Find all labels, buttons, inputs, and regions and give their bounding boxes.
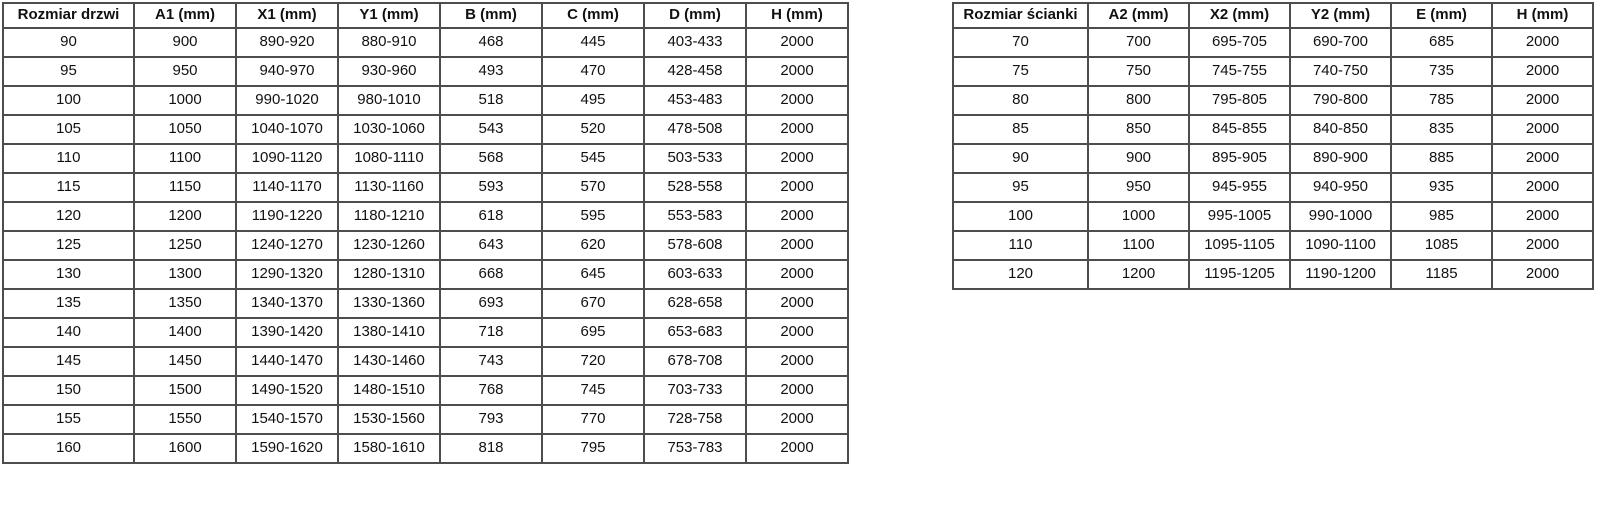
table-cell: 835 bbox=[1391, 115, 1492, 144]
table-cell: 1480-1510 bbox=[338, 376, 440, 405]
table-cell: 690-700 bbox=[1290, 28, 1391, 57]
table-row bbox=[3, 115, 848, 144]
column-header: E (mm) bbox=[1391, 3, 1492, 28]
table-row bbox=[3, 289, 848, 318]
table-cell: 145 bbox=[3, 347, 134, 376]
table-cell: 1050 bbox=[134, 115, 236, 144]
table-row bbox=[953, 173, 1593, 202]
table-cell: 695-705 bbox=[1189, 28, 1290, 57]
table-cell: 1185 bbox=[1391, 260, 1492, 289]
table-cell: 700 bbox=[1088, 28, 1189, 57]
table-cell: 1250 bbox=[134, 231, 236, 260]
table-row bbox=[953, 202, 1593, 231]
table-cell: 70 bbox=[953, 28, 1088, 57]
table-cell: 653-683 bbox=[644, 318, 746, 347]
table-cell: 568 bbox=[440, 144, 542, 173]
table-cell: 595 bbox=[542, 202, 644, 231]
table-cell: 2000 bbox=[1492, 115, 1593, 144]
table-cell: 1040-1070 bbox=[236, 115, 338, 144]
table-cell: 553-583 bbox=[644, 202, 746, 231]
table-cell: 1195-1205 bbox=[1189, 260, 1290, 289]
table-cell: 768 bbox=[440, 376, 542, 405]
table-cell: 80 bbox=[953, 86, 1088, 115]
table-cell: 90 bbox=[953, 144, 1088, 173]
table-cell: 985 bbox=[1391, 202, 1492, 231]
table-cell: 750 bbox=[1088, 57, 1189, 86]
table-cell: 753-783 bbox=[644, 434, 746, 463]
table-cell: 670 bbox=[542, 289, 644, 318]
table-cell: 1590-1620 bbox=[236, 434, 338, 463]
table-cell: 468 bbox=[440, 28, 542, 57]
table-cell: 643 bbox=[440, 231, 542, 260]
table-cell: 678-708 bbox=[644, 347, 746, 376]
table-row bbox=[3, 260, 848, 289]
table-cell: 743 bbox=[440, 347, 542, 376]
table-cell: 900 bbox=[1088, 144, 1189, 173]
table-cell: 2000 bbox=[746, 144, 848, 173]
column-header: D (mm) bbox=[644, 3, 746, 28]
table-cell: 1090-1120 bbox=[236, 144, 338, 173]
table-row bbox=[953, 260, 1593, 289]
table-cell: 2000 bbox=[746, 115, 848, 144]
table-cell: 728-758 bbox=[644, 405, 746, 434]
table-cell: 105 bbox=[3, 115, 134, 144]
table-cell: 990-1000 bbox=[1290, 202, 1391, 231]
table-row bbox=[3, 86, 848, 115]
table-cell: 940-970 bbox=[236, 57, 338, 86]
table-cell: 668 bbox=[440, 260, 542, 289]
table-cell: 900 bbox=[134, 28, 236, 57]
table-cell: 453-483 bbox=[644, 86, 746, 115]
header-row bbox=[3, 3, 848, 28]
table-cell: 790-800 bbox=[1290, 86, 1391, 115]
table-cell: 1500 bbox=[134, 376, 236, 405]
table-cell: 85 bbox=[953, 115, 1088, 144]
table-cell: 2000 bbox=[746, 434, 848, 463]
table-cell: 2000 bbox=[746, 57, 848, 86]
table-cell: 785 bbox=[1391, 86, 1492, 115]
table-cell: 593 bbox=[440, 173, 542, 202]
table-cell: 545 bbox=[542, 144, 644, 173]
table-cell: 518 bbox=[440, 86, 542, 115]
table-cell: 90 bbox=[3, 28, 134, 57]
table-cell: 2000 bbox=[1492, 260, 1593, 289]
table-cell: 1200 bbox=[1088, 260, 1189, 289]
table-cell: 2000 bbox=[746, 405, 848, 434]
table-cell: 940-950 bbox=[1290, 173, 1391, 202]
table-row bbox=[3, 173, 848, 202]
table-cell: 990-1020 bbox=[236, 86, 338, 115]
table-row bbox=[3, 28, 848, 57]
table-cell: 503-533 bbox=[644, 144, 746, 173]
column-header: H (mm) bbox=[746, 3, 848, 28]
table-cell: 1450 bbox=[134, 347, 236, 376]
table-cell: 140 bbox=[3, 318, 134, 347]
table-cell: 995-1005 bbox=[1189, 202, 1290, 231]
table-cell: 735 bbox=[1391, 57, 1492, 86]
table-cell: 470 bbox=[542, 57, 644, 86]
table-cell: 1580-1610 bbox=[338, 434, 440, 463]
table-cell: 1030-1060 bbox=[338, 115, 440, 144]
table-cell: 603-633 bbox=[644, 260, 746, 289]
table-cell: 543 bbox=[440, 115, 542, 144]
column-header: B (mm) bbox=[440, 3, 542, 28]
table-cell: 890-900 bbox=[1290, 144, 1391, 173]
table-row bbox=[953, 86, 1593, 115]
table-cell: 1290-1320 bbox=[236, 260, 338, 289]
column-header: C (mm) bbox=[542, 3, 644, 28]
column-header: Y1 (mm) bbox=[338, 3, 440, 28]
table-cell: 120 bbox=[953, 260, 1088, 289]
column-header: X2 (mm) bbox=[1189, 3, 1290, 28]
table-cell: 1540-1570 bbox=[236, 405, 338, 434]
door-size-table bbox=[2, 2, 849, 464]
table-cell: 703-733 bbox=[644, 376, 746, 405]
table-cell: 850 bbox=[1088, 115, 1189, 144]
table-cell: 2000 bbox=[746, 260, 848, 289]
table-cell: 1280-1310 bbox=[338, 260, 440, 289]
table-cell: 95 bbox=[3, 57, 134, 86]
column-header: Rozmiar ścianki bbox=[953, 3, 1088, 28]
table-cell: 2000 bbox=[746, 173, 848, 202]
table-cell: 1550 bbox=[134, 405, 236, 434]
column-header: Rozmiar drzwi bbox=[3, 3, 134, 28]
table-cell: 2000 bbox=[746, 86, 848, 115]
table-cell: 115 bbox=[3, 173, 134, 202]
table-cell: 890-920 bbox=[236, 28, 338, 57]
column-header: Y2 (mm) bbox=[1290, 3, 1391, 28]
table-cell: 1330-1360 bbox=[338, 289, 440, 318]
table-cell: 693 bbox=[440, 289, 542, 318]
table-cell: 1230-1260 bbox=[338, 231, 440, 260]
table-cell: 720 bbox=[542, 347, 644, 376]
table-cell: 818 bbox=[440, 434, 542, 463]
table-cell: 745 bbox=[542, 376, 644, 405]
table-cell: 718 bbox=[440, 318, 542, 347]
table-cell: 1530-1560 bbox=[338, 405, 440, 434]
column-header: X1 (mm) bbox=[236, 3, 338, 28]
table-cell: 1390-1420 bbox=[236, 318, 338, 347]
header-row bbox=[953, 3, 1593, 28]
table-cell: 478-508 bbox=[644, 115, 746, 144]
table-row bbox=[3, 318, 848, 347]
table-cell: 570 bbox=[542, 173, 644, 202]
table-cell: 95 bbox=[953, 173, 1088, 202]
table-cell: 2000 bbox=[1492, 28, 1593, 57]
table-cell: 155 bbox=[3, 405, 134, 434]
table-cell: 130 bbox=[3, 260, 134, 289]
table-cell: 1190-1220 bbox=[236, 202, 338, 231]
table-cell: 1080-1110 bbox=[338, 144, 440, 173]
table-cell: 1430-1460 bbox=[338, 347, 440, 376]
table-cell: 578-608 bbox=[644, 231, 746, 260]
table-cell: 1140-1170 bbox=[236, 173, 338, 202]
table-cell: 1200 bbox=[134, 202, 236, 231]
table-row bbox=[953, 231, 1593, 260]
table-cell: 2000 bbox=[1492, 202, 1593, 231]
table-cell: 895-905 bbox=[1189, 144, 1290, 173]
table-cell: 1000 bbox=[1088, 202, 1189, 231]
table-cell: 800 bbox=[1088, 86, 1189, 115]
table-cell: 685 bbox=[1391, 28, 1492, 57]
table-cell: 1380-1410 bbox=[338, 318, 440, 347]
table-cell: 620 bbox=[542, 231, 644, 260]
table-cell: 520 bbox=[542, 115, 644, 144]
table-cell: 428-458 bbox=[644, 57, 746, 86]
table-cell: 618 bbox=[440, 202, 542, 231]
table-cell: 100 bbox=[3, 86, 134, 115]
column-header: A1 (mm) bbox=[134, 3, 236, 28]
table-cell: 135 bbox=[3, 289, 134, 318]
table-cell: 1095-1105 bbox=[1189, 231, 1290, 260]
table-cell: 2000 bbox=[1492, 57, 1593, 86]
table-cell: 1085 bbox=[1391, 231, 1492, 260]
table-cell: 1150 bbox=[134, 173, 236, 202]
table-cell: 1300 bbox=[134, 260, 236, 289]
table-cell: 740-750 bbox=[1290, 57, 1391, 86]
table-cell: 1100 bbox=[134, 144, 236, 173]
table-cell: 945-955 bbox=[1189, 173, 1290, 202]
table-cell: 1340-1370 bbox=[236, 289, 338, 318]
table-row bbox=[953, 115, 1593, 144]
table-row bbox=[3, 231, 848, 260]
table-cell: 695 bbox=[542, 318, 644, 347]
table-cell: 645 bbox=[542, 260, 644, 289]
table-cell: 770 bbox=[542, 405, 644, 434]
table-row bbox=[953, 144, 1593, 173]
table-cell: 930-960 bbox=[338, 57, 440, 86]
table-cell: 2000 bbox=[746, 347, 848, 376]
table-cell: 2000 bbox=[746, 231, 848, 260]
table-row bbox=[953, 57, 1593, 86]
table-cell: 2000 bbox=[746, 28, 848, 57]
table-cell: 2000 bbox=[746, 376, 848, 405]
wall-size-table bbox=[952, 2, 1594, 290]
table-cell: 1440-1470 bbox=[236, 347, 338, 376]
table-cell: 880-910 bbox=[338, 28, 440, 57]
table-row bbox=[3, 57, 848, 86]
table-cell: 2000 bbox=[746, 318, 848, 347]
table-cell: 2000 bbox=[1492, 231, 1593, 260]
table-cell: 493 bbox=[440, 57, 542, 86]
table-cell: 950 bbox=[1088, 173, 1189, 202]
table-cell: 1490-1520 bbox=[236, 376, 338, 405]
table-row bbox=[3, 434, 848, 463]
table-cell: 2000 bbox=[1492, 173, 1593, 202]
table-cell: 2000 bbox=[746, 202, 848, 231]
table-cell: 845-855 bbox=[1189, 115, 1290, 144]
table-cell: 100 bbox=[953, 202, 1088, 231]
table-cell: 150 bbox=[3, 376, 134, 405]
table-cell: 840-850 bbox=[1290, 115, 1391, 144]
table-cell: 980-1010 bbox=[338, 86, 440, 115]
table-cell: 528-558 bbox=[644, 173, 746, 202]
table-cell: 1130-1160 bbox=[338, 173, 440, 202]
table-cell: 1600 bbox=[134, 434, 236, 463]
table-row bbox=[3, 376, 848, 405]
table-cell: 793 bbox=[440, 405, 542, 434]
table-cell: 2000 bbox=[746, 289, 848, 318]
table-row bbox=[3, 347, 848, 376]
table-row bbox=[3, 144, 848, 173]
table-cell: 1190-1200 bbox=[1290, 260, 1391, 289]
table-cell: 1000 bbox=[134, 86, 236, 115]
table-cell: 935 bbox=[1391, 173, 1492, 202]
table-cell: 125 bbox=[3, 231, 134, 260]
table-cell: 795 bbox=[542, 434, 644, 463]
table-cell: 745-755 bbox=[1189, 57, 1290, 86]
table-cell: 1180-1210 bbox=[338, 202, 440, 231]
table-cell: 950 bbox=[134, 57, 236, 86]
table-cell: 1400 bbox=[134, 318, 236, 347]
table-cell: 110 bbox=[3, 144, 134, 173]
table-cell: 1100 bbox=[1088, 231, 1189, 260]
table-cell: 445 bbox=[542, 28, 644, 57]
table-cell: 160 bbox=[3, 434, 134, 463]
table-cell: 75 bbox=[953, 57, 1088, 86]
table-cell: 795-805 bbox=[1189, 86, 1290, 115]
table-cell: 495 bbox=[542, 86, 644, 115]
table-cell: 885 bbox=[1391, 144, 1492, 173]
table-cell: 403-433 bbox=[644, 28, 746, 57]
table-row bbox=[953, 28, 1593, 57]
table-cell: 628-658 bbox=[644, 289, 746, 318]
table-cell: 120 bbox=[3, 202, 134, 231]
table-cell: 2000 bbox=[1492, 86, 1593, 115]
table-cell: 1350 bbox=[134, 289, 236, 318]
table-cell: 1240-1270 bbox=[236, 231, 338, 260]
table-row bbox=[3, 202, 848, 231]
table-cell: 1090-1100 bbox=[1290, 231, 1391, 260]
column-header: A2 (mm) bbox=[1088, 3, 1189, 28]
table-cell: 2000 bbox=[1492, 144, 1593, 173]
column-header: H (mm) bbox=[1492, 3, 1593, 28]
table-cell: 110 bbox=[953, 231, 1088, 260]
table-row bbox=[3, 405, 848, 434]
